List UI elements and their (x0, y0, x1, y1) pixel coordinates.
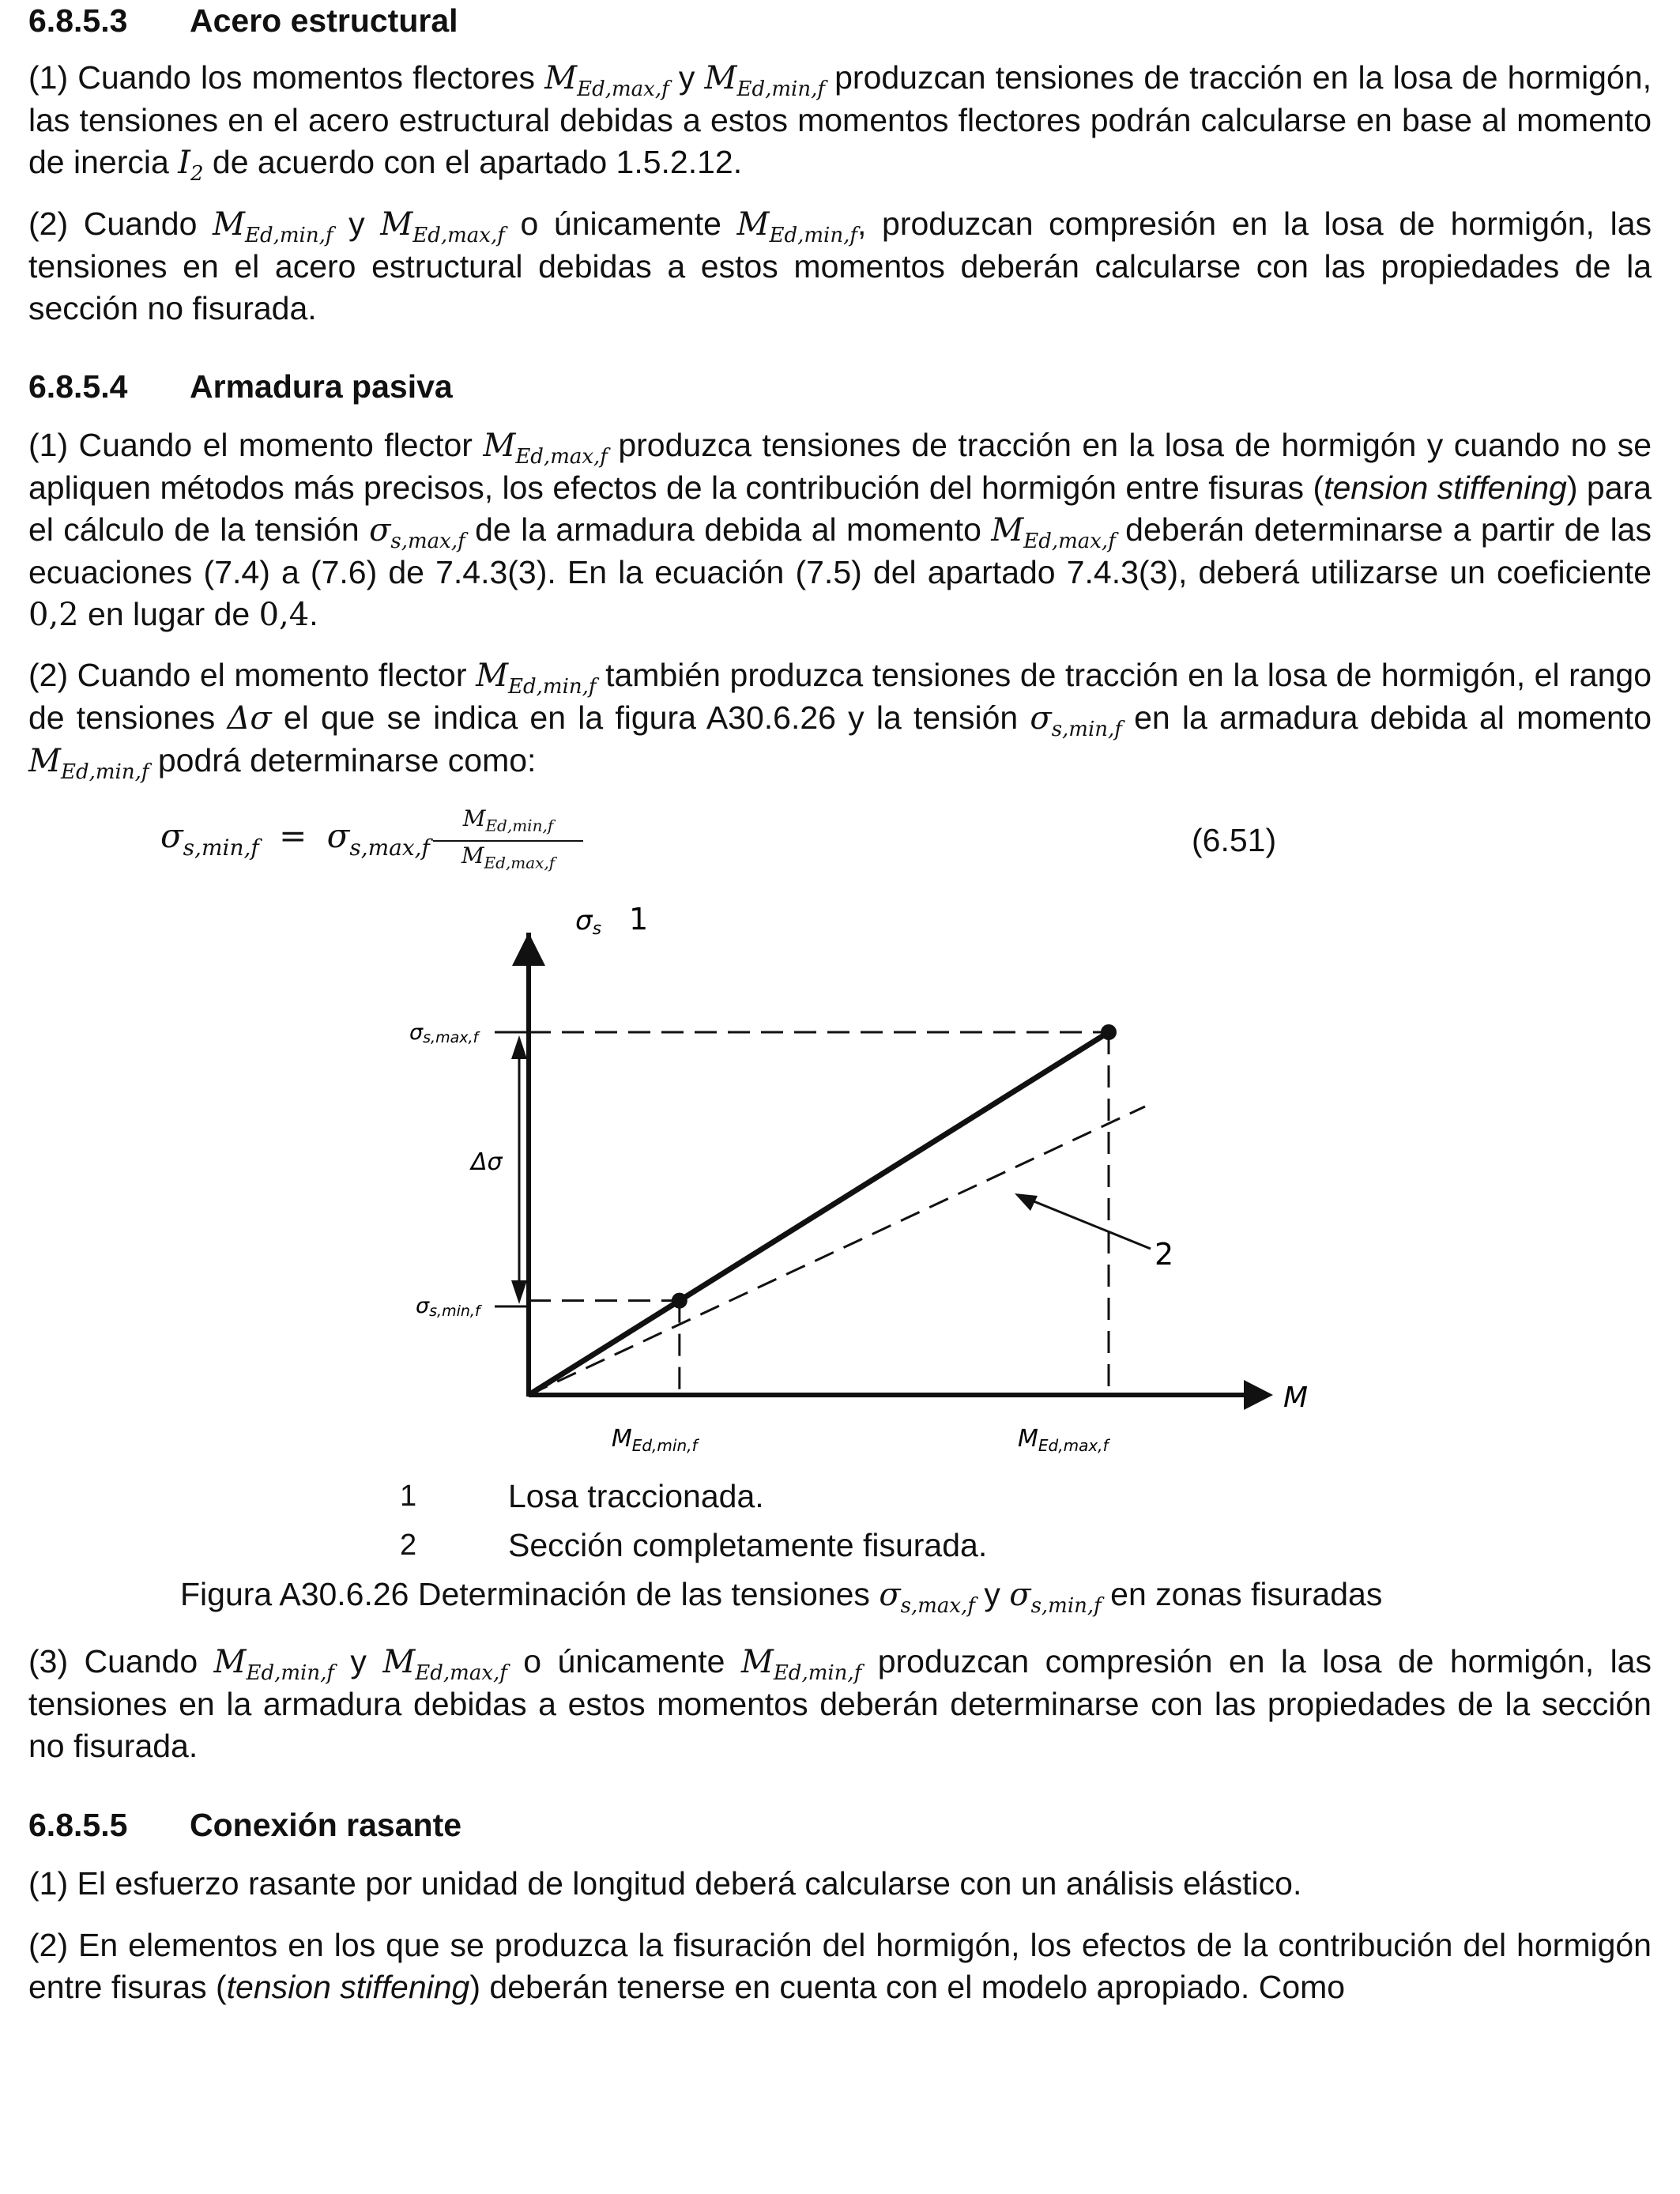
label-1: 1 (629, 902, 649, 937)
paragraph-6855-2: (2) En elementos en los que se produzca la fisuración del hormigón, los efectos de la contribución del hormigón entre fisuras (tension stiffening) deberán tenerse en cuenta con el modelo apropiado. Como (28, 1927, 1652, 2005)
legend-number-1: 1 (400, 1480, 417, 1513)
fraction-numerator: $M_{Ed,min,f}$ (462, 805, 554, 835)
math-m-ed-min: $M_{Ed,min,f}$ (704, 60, 825, 101)
section-title: Conexión rasante (190, 1807, 462, 1843)
y-axis-arrow (512, 933, 545, 966)
paragraph-6854-3: (3) Cuando $M_{Ed,min,f}$ y $M_{Ed,max,f}$ o únicamente $M_{Ed,min,f}$ produzcan compresión en la losa de hormigón, las tensiones en la armadura debidas a estos momentos deberán determinarse con las propiedades de la sección no fisurada. (28, 1643, 1652, 1764)
math-m-ed-min: $M_{Ed,min,f}$ (28, 743, 149, 784)
math-m-ed-min: $M_{Ed,min,f}$ (740, 1644, 862, 1685)
legend-text-2: Sección completamente fisurada. (508, 1527, 988, 1563)
label-2: 2 (1155, 1237, 1174, 1272)
section-heading-6855 (28, 1806, 461, 1844)
delta-sigma-label: Δσ (471, 1148, 503, 1176)
math-m-ed-max: $M_{Ed,max,f}$ (544, 60, 669, 101)
figure-caption: Figura A30.6.26 Determinación de las tensiones $\sigma_{s,max,f}$ y $\sigma_{s,min,f}$ en zonas fisuradas (180, 1576, 1383, 1618)
equation-lhs: $\sigma_{s,min,f} = \sigma_{s,max,f}$ (160, 816, 430, 861)
figure-stress-diagram (368, 901, 1340, 1470)
m-max-label: $M_{Ed,max,f}$ (1018, 1425, 1109, 1455)
section-number: 6.8.5.5 (28, 1807, 128, 1843)
sigma-max-label: σs,max,f (409, 1020, 479, 1046)
m-min-label: $M_{Ed,min,f}$ (611, 1425, 698, 1455)
y-axis-label: σs (575, 905, 602, 939)
math-sigma-s-min: $\sigma_{s,min,f}$ (1030, 700, 1122, 741)
legend-text-1: Losa traccionada. (508, 1478, 764, 1514)
paragraph-6853-2: (2) Cuando $M_{Ed,min,f}$ y $M_{Ed,max,f}$ o únicamente $M_{Ed,min,f}$, produzcan compresión en la losa de hormigón, las tensiones en el acero estructural debidas a estos momentos deberán calcularse con las propiedades de la sección no fisurada. (28, 205, 1652, 326)
math-m-ed-min: $M_{Ed,min,f}$ (213, 206, 333, 247)
math-sigma-s-min: $\sigma_{s,min,f}$ (1009, 1577, 1102, 1618)
fraction-denominator: $M_{Ed,max,f}$ (461, 842, 556, 873)
x-axis-label: M (1283, 1382, 1309, 1414)
math-m-ed-max: $M_{Ed,max,f}$ (380, 206, 505, 247)
label-2-pointer (1024, 1197, 1151, 1249)
math-sigma-s-max: $\sigma_{s,max,f}$ (369, 512, 465, 553)
paragraph-6854-1: (1) Cuando el momento flector $M_{Ed,max,f}$ produzca tensiones de tracción en la losa de hormigón y cuando no se apliquen métodos más precisos, los efectos de la contribución del hormigón entre fisuras (tension stiffening) para el cálculo de la tensión $\sigma_{s,max,f}$ de la armadura debida al momento $M_{Ed,max,f}$ deberán determinarse a partir de las ecuaciones (7.4) a (7.6) de 7.4.3(3). En la ecuación (7.5) del apartado 7.4.3(3), deberá utilizarse un coeficiente 0,2 en lugar de 0,4. (28, 427, 1652, 633)
sigma-min-label: σs,min,f (416, 1294, 480, 1320)
equation-number: (6.51) (1192, 822, 1277, 858)
math-m-ed-max: $M_{Ed,max,f}$ (382, 1644, 507, 1685)
point-sigma-max (1101, 1024, 1117, 1040)
section-heading-6854 (28, 368, 453, 405)
paragraph-6853-1: (1) Cuando los momentos flectores $M_{Ed,max,f}$ y $M_{Ed,min,f}$ produzcan tensiones de tracción en la losa de hormigón, las tensiones en el acero estructural debidas a estos momentos flectores podrán calcularse en base al momento de inercia $I_2$ de acuerdo con el apartado 1.5.2.12. (28, 59, 1652, 186)
math-m-ed-min: $M_{Ed,min,f}$ (736, 206, 858, 247)
equation-fraction (433, 806, 583, 875)
math-i2: $I_2$ (178, 145, 204, 186)
x-axis-arrow (1244, 1380, 1273, 1410)
math-m-ed-min: $M_{Ed,min,f}$ (213, 1644, 334, 1685)
section-heading-6853 (28, 2, 458, 40)
math-m-ed-min: $M_{Ed,min,f}$ (476, 658, 597, 699)
math-m-ed-max: $M_{Ed,max,f}$ (991, 512, 1116, 553)
section-title: Armadura pasiva (190, 368, 453, 405)
tension-slab-line (529, 1032, 1109, 1395)
fraction-bar (433, 840, 583, 842)
section-number: 6.8.5.3 (28, 2, 128, 39)
legend-number-2: 2 (400, 1529, 417, 1562)
math-m-ed-max: $M_{Ed,max,f}$ (483, 428, 608, 469)
section-number: 6.8.5.4 (28, 368, 128, 405)
paragraph-6855-1: (1) El esfuerzo rasante por unidad de longitud deberá calcularse con un análisis elástico. (28, 1865, 1302, 1902)
cracked-section-line (529, 1106, 1145, 1395)
math-sigma-s-max: $\sigma_{s,max,f}$ (879, 1577, 975, 1618)
paragraph-6854-2: (2) Cuando el momento flector $M_{Ed,min,f}$ también produzca tensiones de tracción en la losa de hormigón, el rango de tensiones Δσ el que se indica en la figura A30.6.26 y la tensión $\sigma_{s,min,f}$ en la armadura debida al momento $M_{Ed,min,f}$ podrá determinarse como: (28, 657, 1652, 784)
point-sigma-min (672, 1293, 687, 1309)
section-title: Acero estructural (190, 2, 458, 39)
